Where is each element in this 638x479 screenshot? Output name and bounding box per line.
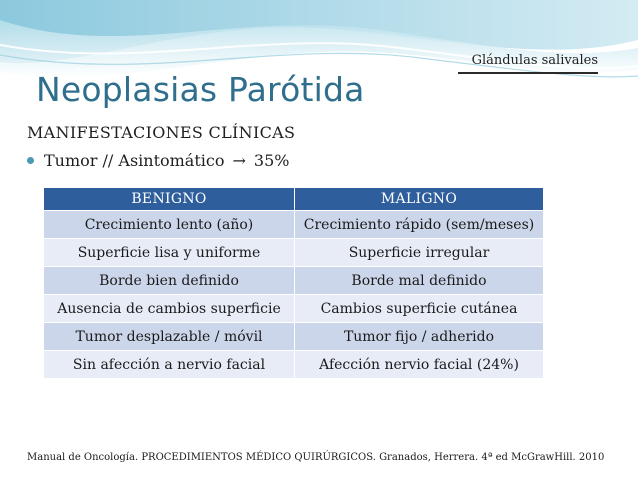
cell-maligno: Borde mal definido bbox=[295, 267, 544, 295]
table-row bbox=[44, 239, 544, 267]
cell-benigno: Ausencia de cambios superficie bbox=[44, 295, 295, 323]
table-header-row bbox=[44, 188, 544, 211]
bullet-item bbox=[27, 151, 289, 170]
table-row bbox=[44, 295, 544, 323]
section-tag: Glándulas salivales bbox=[471, 53, 598, 68]
arrow-right-icon: → bbox=[232, 151, 246, 170]
cell-benigno: Crecimiento lento (año) bbox=[44, 211, 295, 239]
bullet-value: 35% bbox=[253, 151, 290, 170]
cell-benigno: Sin afección a nervio facial bbox=[44, 351, 295, 379]
table-row bbox=[44, 323, 544, 351]
citation-footer: Manual de Oncología. PROCEDIMIENTOS MÉDICO QUIRÚRGICOS. Granados, Herrera. 4ª ed McGrawHill. 2010 bbox=[27, 452, 605, 463]
cell-maligno: Crecimiento rápido (sem/meses) bbox=[295, 211, 544, 239]
table-row bbox=[44, 351, 544, 379]
bullet-dot-icon bbox=[27, 157, 34, 164]
bullet-text: Tumor // Asintomático bbox=[44, 151, 225, 170]
section-subheading: MANIFESTACIONES CLÍNICAS bbox=[27, 123, 296, 142]
cell-maligno: Afección nervio facial (24%) bbox=[295, 351, 544, 379]
table-row bbox=[44, 211, 544, 239]
comparison-table bbox=[44, 188, 544, 378]
cell-maligno: Cambios superficie cutánea bbox=[295, 295, 544, 323]
table-row bbox=[44, 267, 544, 295]
cell-maligno: Superficie irregular bbox=[295, 239, 544, 267]
header-benigno: BENIGNO bbox=[44, 188, 295, 211]
cell-benigno: Superficie lisa y uniforme bbox=[44, 239, 295, 267]
cell-maligno: Tumor fijo / adherido bbox=[295, 323, 544, 351]
cell-benigno: Tumor desplazable / móvil bbox=[44, 323, 295, 351]
header-maligno: MALIGNO bbox=[295, 188, 544, 211]
slide-title: Neoplasias Parótida bbox=[36, 70, 365, 109]
tag-underline bbox=[458, 72, 598, 74]
cell-benigno: Borde bien definido bbox=[44, 267, 295, 295]
